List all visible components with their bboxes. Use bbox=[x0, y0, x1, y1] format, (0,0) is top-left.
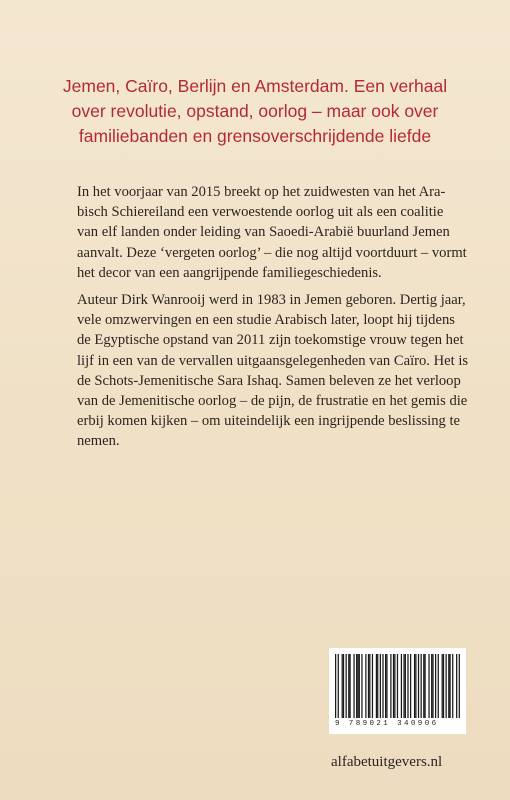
barcode-bar bbox=[335, 654, 336, 718]
barcode-bar bbox=[428, 654, 429, 718]
barcode-bar bbox=[349, 654, 350, 718]
text-line: vele omzwervingen en een studie Arabisch later, loopt hij tijdens bbox=[77, 312, 455, 329]
text-line: erbij komen kijken – om uiteindelijk een ingrijpende beslissing te bbox=[77, 413, 461, 430]
isbn-barcode bbox=[329, 648, 466, 734]
barcode-bar bbox=[438, 654, 439, 718]
text-line: In het voorjaar van 2015 breekt op het zuidwesten van het Ara- bbox=[77, 184, 446, 200]
barcode-bar bbox=[353, 654, 354, 718]
barcode-bar bbox=[369, 654, 370, 718]
text-line: de Schots-Jemenitische Sara Ishaq. Samen beleven ze het verloop bbox=[77, 372, 461, 389]
isbn-digits: 9 789021 340906 bbox=[335, 720, 439, 728]
text-line: aanvalt. Deze ‘vergeten oorlog’ – die nog altijd voortduurt – vormt bbox=[77, 244, 467, 261]
text-line: van elf landen onder leiding van Saoedi-Arabië buurland Jemen bbox=[77, 224, 450, 241]
blurb-paragraph-2 bbox=[77, 290, 469, 452]
text-line: lijf in een van de vervallen uitgaansgelegenheden van Caïro. Het is bbox=[77, 352, 469, 369]
barcode-bar bbox=[414, 654, 415, 718]
barcode-bar bbox=[385, 654, 386, 718]
barcode-bar bbox=[418, 654, 419, 718]
barcode-bars bbox=[335, 654, 460, 718]
tagline bbox=[55, 74, 455, 149]
barcode-bar bbox=[356, 654, 357, 718]
barcode-bar bbox=[346, 654, 347, 718]
blurb-paragraph-1 bbox=[77, 182, 467, 283]
barcode-bar bbox=[456, 654, 457, 718]
barcode-bar bbox=[410, 654, 411, 718]
barcode-bar bbox=[386, 654, 387, 718]
barcode-bar bbox=[442, 654, 443, 718]
barcode-bar bbox=[376, 654, 377, 718]
barcode-bar bbox=[380, 654, 381, 718]
barcode-bar bbox=[405, 654, 406, 718]
barcode-bar bbox=[424, 654, 425, 718]
barcode-bar bbox=[394, 654, 395, 718]
barcode-bar bbox=[432, 654, 433, 718]
barcode-bar bbox=[452, 654, 453, 718]
barcode-bar bbox=[443, 654, 444, 718]
barcode-bar bbox=[415, 654, 416, 718]
barcode-bar bbox=[397, 654, 398, 718]
barcode-bar bbox=[459, 654, 460, 718]
barcode-bar bbox=[372, 654, 373, 718]
barcode-bar bbox=[423, 654, 424, 718]
barcode-bar bbox=[357, 654, 358, 718]
text-line: nemen. bbox=[77, 433, 120, 450]
barcode-bar bbox=[342, 654, 343, 718]
publisher-url: alfabetuitgevers.nl bbox=[331, 754, 443, 770]
barcode-bar bbox=[359, 654, 360, 718]
text-line: van de Jemenitische oorlog – de pijn, de frustratie en het gemis die bbox=[77, 393, 468, 410]
barcode-bar bbox=[449, 654, 450, 718]
barcode-bar bbox=[446, 654, 447, 718]
tagline-line: over revolutie, opstand, oorlog – maar ook over bbox=[71, 101, 439, 121]
barcode-bar bbox=[421, 654, 422, 718]
text-line: het decor van een aangrijpende familiegeschiedenis. bbox=[77, 264, 382, 281]
text-line: Auteur Dirk Wanrooij werd in 1983 in Jemen geboren. Dertig jaar, bbox=[77, 292, 466, 308]
barcode-bar bbox=[338, 654, 339, 718]
barcode-bar bbox=[343, 654, 344, 718]
barcode-bar bbox=[403, 654, 404, 718]
barcode-bar bbox=[435, 654, 436, 718]
barcode-bar bbox=[361, 654, 362, 718]
barcode-bar bbox=[368, 654, 369, 718]
tagline-line: Jemen, Caïro, Berlijn en Amsterdam. Een verhaal bbox=[62, 76, 448, 96]
text-line: bisch Schiereiland een verwoestende oorlog uit als een coalitie bbox=[77, 204, 444, 221]
tagline-line: familiebanden en grensoverschrijdende liefde bbox=[78, 126, 432, 146]
barcode-bar bbox=[393, 654, 394, 718]
text-line: de Egyptische opstand van 2011 zijn toekomstige vrouw tegen het bbox=[77, 332, 464, 349]
barcode-bar bbox=[448, 654, 449, 718]
barcode-bar bbox=[407, 654, 408, 718]
barcode-bar bbox=[382, 654, 383, 718]
barcode-bar bbox=[401, 654, 402, 718]
barcode-bar bbox=[377, 654, 378, 718]
barcode-bar bbox=[348, 654, 349, 718]
barcode-bar bbox=[431, 654, 432, 718]
barcode-bar bbox=[365, 654, 366, 718]
barcode-bar bbox=[390, 654, 391, 718]
